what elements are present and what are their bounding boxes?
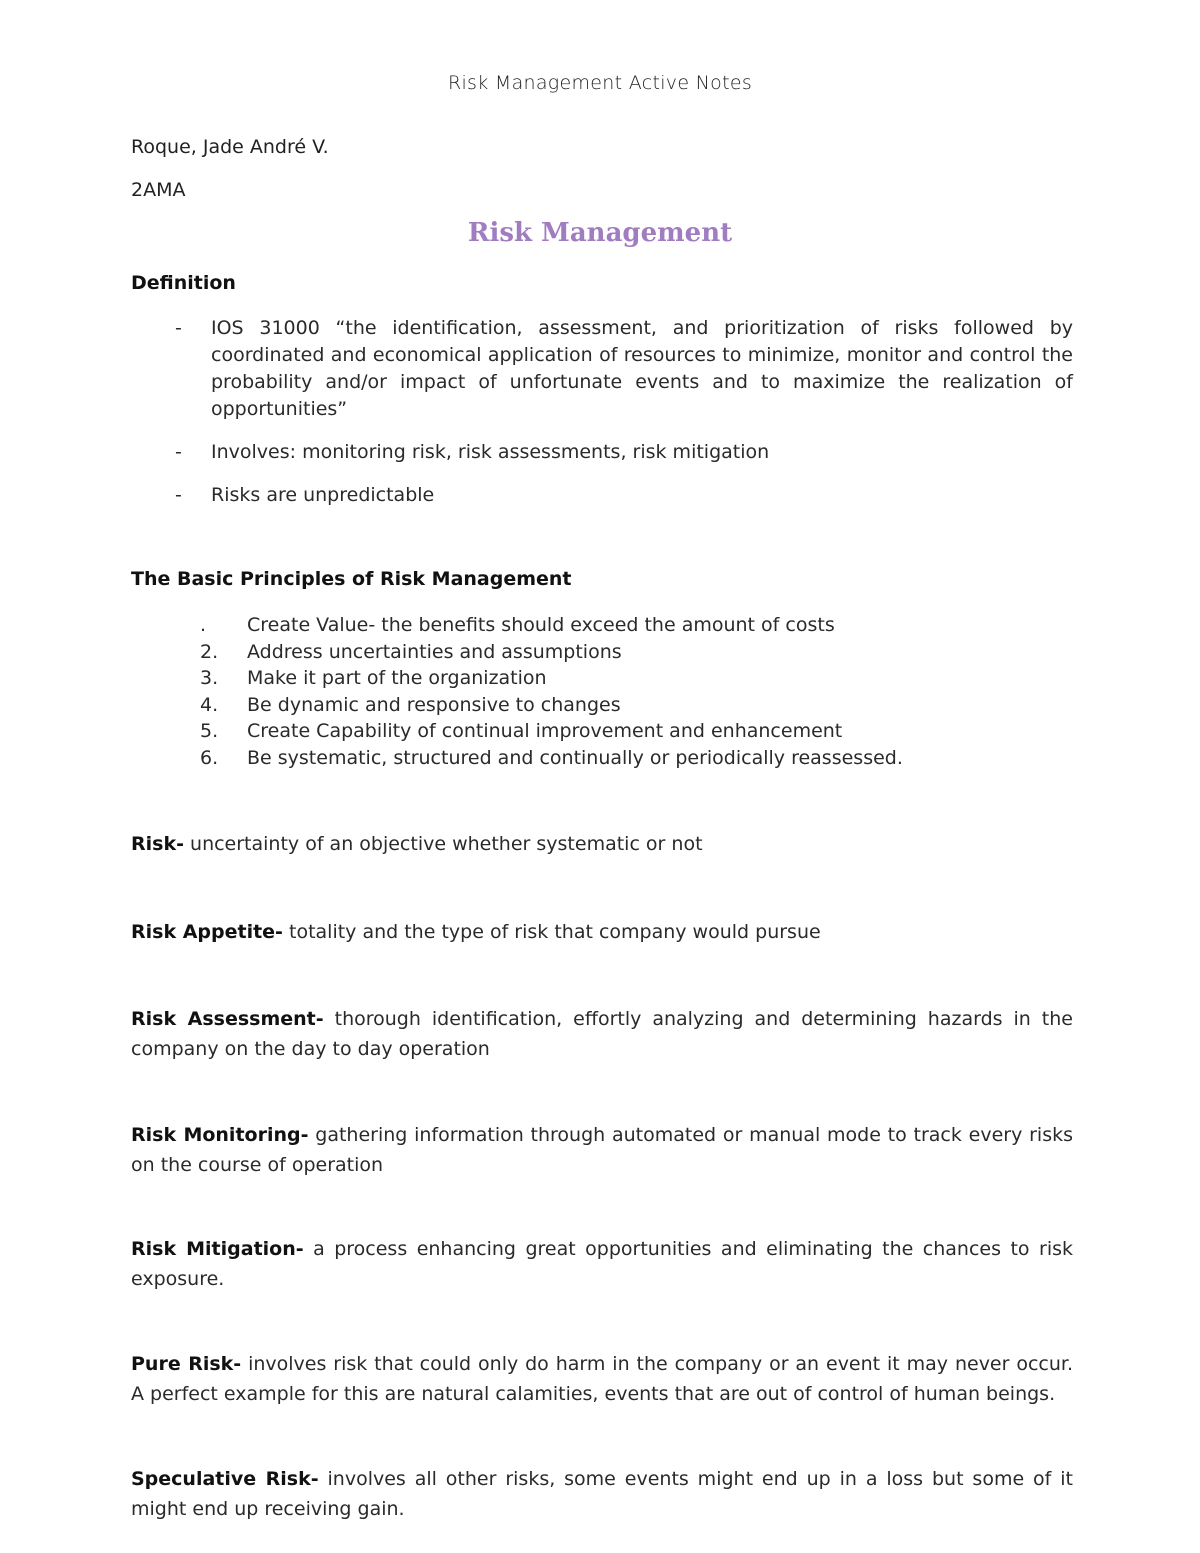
term-description: gathering information through automated or manual mode to track every risks on the course of operation [131,1124,1074,1176]
bullet-dash: - [175,441,182,463]
term-label: Risk Appetite- [131,921,283,943]
principle-number: . [200,614,207,636]
term-description: a process enhancing great opportunities and eliminating the chances to risk exposure. [131,1238,1074,1290]
definition-item [175,482,1073,509]
term-description: involves risk that could only do harm in the company or an event it may never occur. A perfect example for this are natural calamities, events that are out of control of human beings. [131,1353,1074,1405]
principle-text: Create Capability of continual improvement and enhancement [247,720,843,743]
principle-item [200,665,903,692]
principle-item [200,639,903,666]
section-label: 2AMA [131,179,186,201]
principle-text: Be systematic, structured and continually or periodically reassessed. [247,746,903,769]
term-label: Risk Mitigation- [131,1238,304,1260]
principle-number: 6. [200,746,219,769]
term-speculative-risk [131,1464,1073,1524]
term-description: involves all other risks, some events might end up in a loss but some of it might end up receiving gain. [131,1468,1073,1520]
definition-item [175,315,1073,423]
principle-number: 2. [200,640,219,663]
term-risk [131,829,1073,859]
definition-text: Involves: monitoring risk, risk assessments, risk mitigation [211,441,770,463]
principle-text: Be dynamic and responsive to changes [247,693,621,716]
bullet-dash: - [175,317,182,339]
principle-number: 4. [200,693,219,716]
definition-heading: Definition [131,272,236,294]
term-description: totality and the type of risk that company would pursue [282,921,821,943]
term-label: Risk- [131,833,184,855]
definition-text: IOS 31000 “the identification, assessment, and prioritization of risks followed by coordinated and economical application of resources to minimize, monitor and control the probability and/or impact of unfortunate events and to maximize the realization of opportunities” [211,317,1073,420]
principle-text: Address uncertainties and assumptions [247,640,622,663]
principle-item [200,745,903,772]
principle-item [200,692,903,719]
term-label: Risk Monitoring- [131,1124,309,1146]
term-description: uncertainty of an objective whether systematic or not [183,833,703,855]
term-label: Risk Assessment- [131,1008,324,1030]
definition-text: Risks are unpredictable [211,484,435,506]
definition-item [175,439,1073,466]
principle-text: Make it part of the organization [247,667,547,690]
term-label: Pure Risk- [131,1353,242,1375]
term-risk-appetite [131,917,1073,947]
principle-number: 5. [200,720,219,743]
principle-item [200,612,903,639]
author-name: Roque, Jade André V. [131,136,329,158]
principles-heading: The Basic Principles of Risk Management [131,568,572,590]
term-pure-risk [131,1349,1073,1409]
principle-text: Create Value- the benefits should exceed the amount of costs [247,614,835,636]
principle-number: 3. [200,667,219,690]
page-header: Risk Management Active Notes [447,72,753,94]
term-risk-monitoring [131,1120,1073,1180]
term-risk-assessment [131,1004,1073,1064]
principles-list [200,612,903,772]
bullet-dash: - [175,484,182,506]
definition-list [175,315,1073,525]
principle-item [200,718,903,745]
document-title: Risk Management [467,218,733,248]
term-risk-mitigation [131,1234,1073,1294]
term-description: thorough identification, effortly analyzing and determining hazards in the company on the day to day operation [131,1008,1073,1060]
term-label: Speculative Risk- [131,1468,319,1490]
